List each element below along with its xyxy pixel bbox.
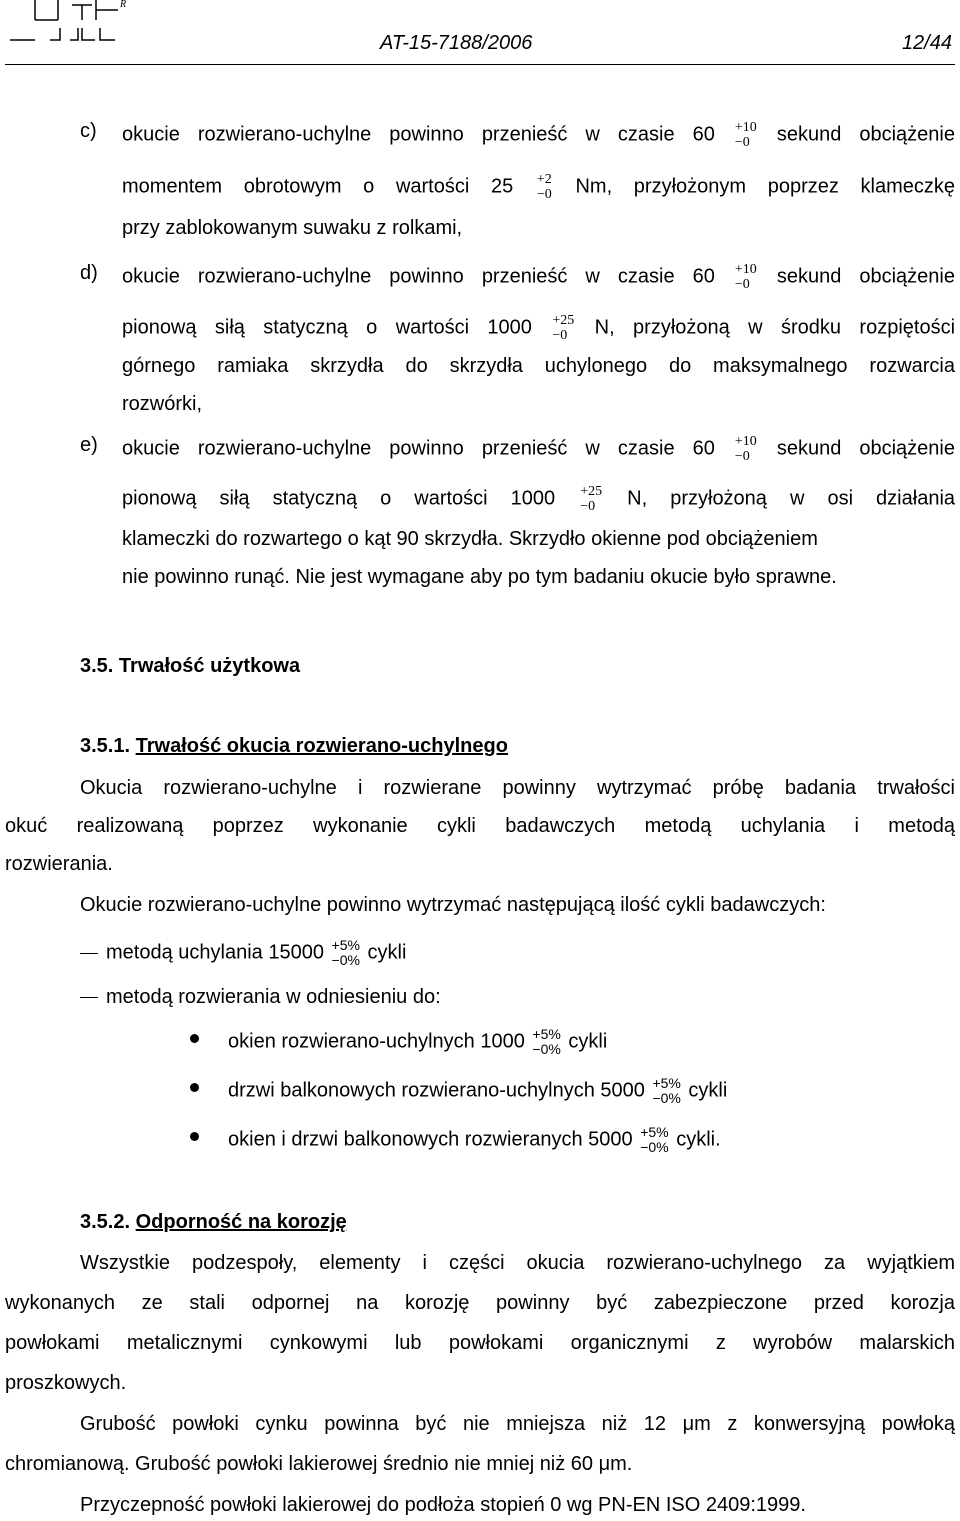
item-d-line-1: okucie rozwierano-uchylne powinno przenieść w czasie 60 +10 −0 sekund obciążenie: [122, 262, 955, 292]
dash-marker: [80, 997, 98, 998]
item-d-label: d): [80, 262, 98, 284]
bullet-item-2: drzwi balkonowych rozwierano-uchylnych 5000 +5% −0% cykli: [228, 1075, 728, 1106]
dash-marker: [80, 953, 98, 954]
item-c-line-3: przy zablokowanym suwaku z rolkami,: [122, 217, 463, 239]
paragraph-line: Grubość powłoki cynku powinna być nie mniejsza niż 12 μm z konwersyjną powłoką: [80, 1413, 955, 1435]
bullet-item-3: okien i drzwi balkonowych rozwieranych 5000 +5% −0% cykli.: [228, 1124, 721, 1155]
item-e-label: e): [80, 434, 98, 456]
tolerance: +5% −0%: [331, 937, 360, 968]
paragraph-line: proszkowych.: [5, 1372, 127, 1394]
bullet-item-1: okien rozwierano-uchylnych 1000 +5% −0% cykli: [228, 1026, 608, 1057]
paragraph-line: Okucie rozwierano-uchylne powinno wytrzymać następującą ilość cykli badawczych:: [80, 894, 826, 916]
tolerance: +25 −0: [580, 484, 603, 514]
item-c-label: c): [80, 120, 97, 142]
bullet-marker: [190, 1083, 199, 1092]
section-3-5-heading: 3.5. Trwałość użytkowa: [80, 655, 301, 677]
tolerance: +5% −0%: [532, 1026, 561, 1057]
paragraph-line: okuć realizowaną poprzez wykonanie cykli badawczych metodą uchylania i metodą: [5, 815, 955, 837]
item-d-line-3: górnego ramiaka skrzydła do skrzydła uchylonego do maksymalnego rozwarcia: [122, 355, 955, 377]
paragraph-line: rozwierania.: [5, 853, 113, 875]
itb-logo: [0, 0, 140, 50]
paragraph-line: wykonanych ze stali odpornej na korozję powinny być zabezpieczone przed korozja: [5, 1292, 955, 1314]
section-3-5-2-heading: 3.5.2. Odporność na korozję: [80, 1211, 347, 1233]
dash-item-1: metodą uchylania 15000 +5% −0% cykli: [80, 938, 406, 968]
paragraph-line: Wszystkie podzespoły, elementy i części okucia rozwierano-uchylnego za wyjątkiem: [80, 1252, 955, 1274]
item-e-line-1: okucie rozwierano-uchylne powinno przenieść w czasie 60 +10 −0 sekund obciążenie: [122, 434, 955, 464]
tolerance: +25 −0: [552, 313, 575, 343]
paragraph-line: Przyczepność powłoki lakierowej do podłoża stopień 0 wg PN-EN ISO 2409:1999.: [80, 1494, 806, 1516]
item-d-line-4: rozwórki,: [122, 393, 203, 415]
tolerance: +2 −0: [536, 172, 552, 202]
header-rule: [5, 64, 955, 65]
page-number: 12/44: [901, 32, 952, 54]
dash-item-2: metodą rozwierania w odniesieniu do:: [80, 986, 441, 1008]
paragraph-line: Okucia rozwierano-uchylne i rozwierane powinny wytrzymać próbę badania trwałości: [80, 777, 955, 799]
item-d-line-2: pionową siłą statyczną o wartości 1000 +25 −0 N, przyłożoną w środku rozpiętości: [122, 313, 956, 343]
tolerance: +5% −0%: [652, 1075, 681, 1106]
bullet-marker: [190, 1132, 199, 1141]
item-e-line-2: pionową siłą statyczną o wartości 1000 +25 −0 N, przyłożoną w osi działania: [122, 484, 956, 514]
paragraph-line: chromianową. Grubość powłoki lakierowej średnio nie mniej niż 60 μm.: [5, 1453, 633, 1475]
tolerance: +10 −0: [734, 434, 757, 464]
tolerance: +10 −0: [734, 120, 757, 150]
item-e-line-4: nie powinno runąć. Nie jest wymagane aby po tym badaniu okucie było sprawne.: [122, 566, 837, 588]
paragraph-line: powłokami metalicznymi cynkowymi lub powłokami organicznymi z wyrobów malarskich: [5, 1332, 955, 1354]
item-c-line-1: okucie rozwierano-uchylne powinno przenieść w czasie 60 +10 −0 sekund obciążenie: [122, 120, 955, 150]
document-id: AT-15-7188/2006: [380, 32, 533, 54]
tolerance: +5% −0%: [640, 1124, 669, 1155]
section-3-5-1-heading: 3.5.1. Trwałość okucia rozwierano-uchylnego: [80, 735, 508, 757]
tolerance: +10 −0: [734, 262, 757, 292]
svg-text:R: R: [120, 0, 127, 10]
bullet-marker: [190, 1034, 199, 1043]
item-e-line-3: klameczki do rozwartego o kąt 90 skrzydła. Skrzydło okienne pod obciążeniem: [122, 528, 818, 550]
item-c-line-2: momentem obrotowym o wartości 25 +2 −0 Nm, przyłożonym poprzez klameczkę: [122, 172, 955, 202]
